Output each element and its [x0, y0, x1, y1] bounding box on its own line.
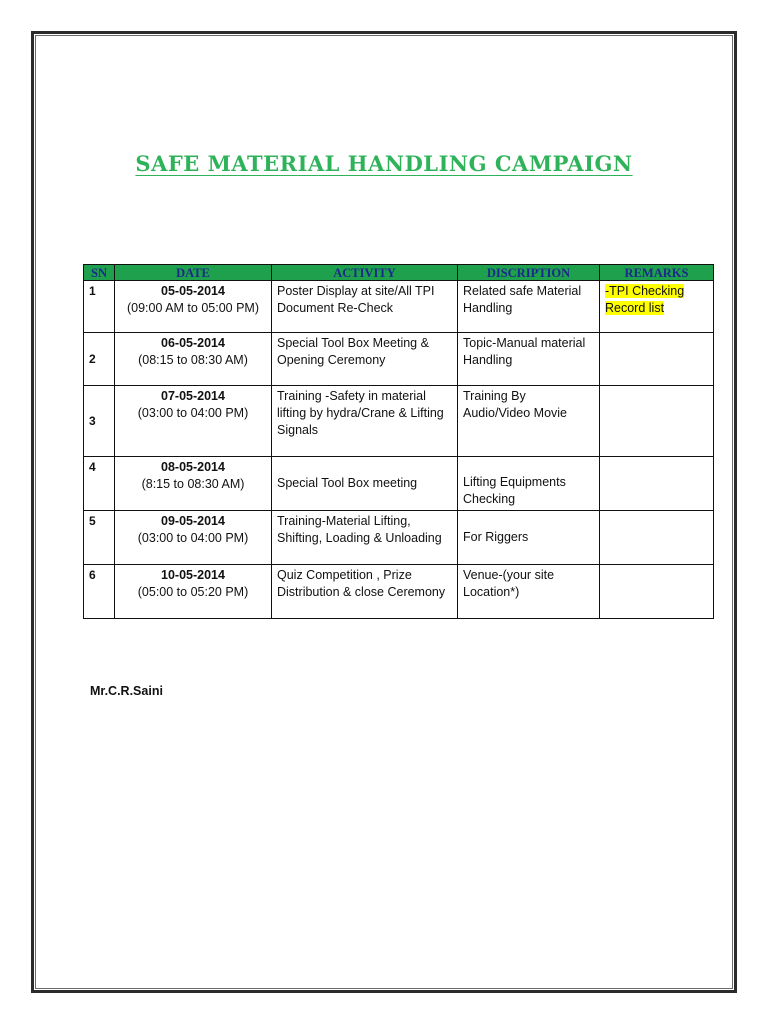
row-date: 08-05-2014	[161, 460, 225, 474]
row-sn: 1	[84, 281, 115, 333]
row-activity: Poster Display at site/All TPI Document Re-Check	[272, 281, 458, 333]
row-date: 06-05-2014	[161, 336, 225, 350]
table-row	[84, 281, 714, 333]
row-remarks-cell	[600, 281, 714, 333]
row-activity: Training-Material Lifting, Shifting, Loading & Unloading	[272, 511, 458, 565]
row-description-text: For Riggers	[463, 530, 529, 544]
header-sn: SN	[84, 265, 115, 281]
schedule-table	[83, 264, 714, 619]
row-date: 05-05-2014	[161, 284, 225, 298]
row-remarks	[600, 386, 714, 457]
row-description	[458, 511, 600, 565]
row-description	[458, 457, 600, 511]
row-activity-text: Special Tool Box meeting	[277, 476, 418, 490]
row-date: 09-05-2014	[161, 514, 225, 528]
row-sn: 2	[84, 333, 115, 386]
table-header-row	[84, 265, 714, 281]
signature: Mr.C.R.Saini	[90, 684, 163, 698]
row-description: Training By Audio/Video Movie	[458, 386, 600, 457]
row-activity: Quiz Competition , Prize Distribution & close Ceremony	[272, 565, 458, 619]
row-date-cell	[115, 565, 272, 619]
row-date: 07-05-2014	[161, 389, 225, 403]
row-remarks: -TPI Checking Record list	[605, 284, 685, 315]
table-row	[84, 511, 714, 565]
row-activity: Training -Safety in material lifting by hydra/Crane & Lifting Signals	[272, 386, 458, 457]
row-time: (09:00 AM to 05:00 PM)	[126, 301, 259, 315]
row-description-text: Lifting Equipments Checking	[463, 475, 566, 506]
header-remarks: REMARKS	[600, 265, 714, 281]
table-row	[84, 565, 714, 619]
row-sn: 4	[84, 457, 115, 511]
row-remarks	[600, 511, 714, 565]
table-row	[84, 333, 714, 386]
row-date-cell	[115, 511, 272, 565]
row-description: Venue-(your site Location*)	[458, 565, 600, 619]
table-row	[84, 457, 714, 511]
row-remarks	[600, 565, 714, 619]
row-date-cell	[115, 281, 272, 333]
header-date: DATE	[115, 265, 272, 281]
row-time: (03:00 to 04:00 PM)	[137, 406, 249, 420]
row-date-cell	[115, 457, 272, 511]
row-date-cell	[115, 386, 272, 457]
header-description: DISCRIPTION	[458, 265, 600, 281]
row-sn: 5	[84, 511, 115, 565]
row-time: (05:00 to 05:20 PM)	[137, 585, 249, 599]
row-description: Related safe Material Handling	[458, 281, 600, 333]
row-remarks	[600, 333, 714, 386]
row-date: 10-05-2014	[161, 568, 225, 582]
row-activity: Special Tool Box Meeting & Opening Ceremony	[272, 333, 458, 386]
table-row	[84, 386, 714, 457]
row-description: Topic-Manual material Handling	[458, 333, 600, 386]
header-activity: ACTIVITY	[272, 265, 458, 281]
row-sn: 3	[84, 386, 115, 457]
row-sn: 6	[84, 565, 115, 619]
row-time: (03:00 to 04:00 PM)	[137, 531, 249, 545]
row-activity	[272, 457, 458, 511]
row-remarks	[600, 457, 714, 511]
row-date-cell	[115, 333, 272, 386]
row-time: (8:15 to 08:30 AM)	[141, 477, 245, 491]
row-time: (08:15 to 08:30 AM)	[138, 353, 248, 367]
page-title: SAFE MATERIAL HANDLING CAMPAIGN	[135, 151, 633, 176]
